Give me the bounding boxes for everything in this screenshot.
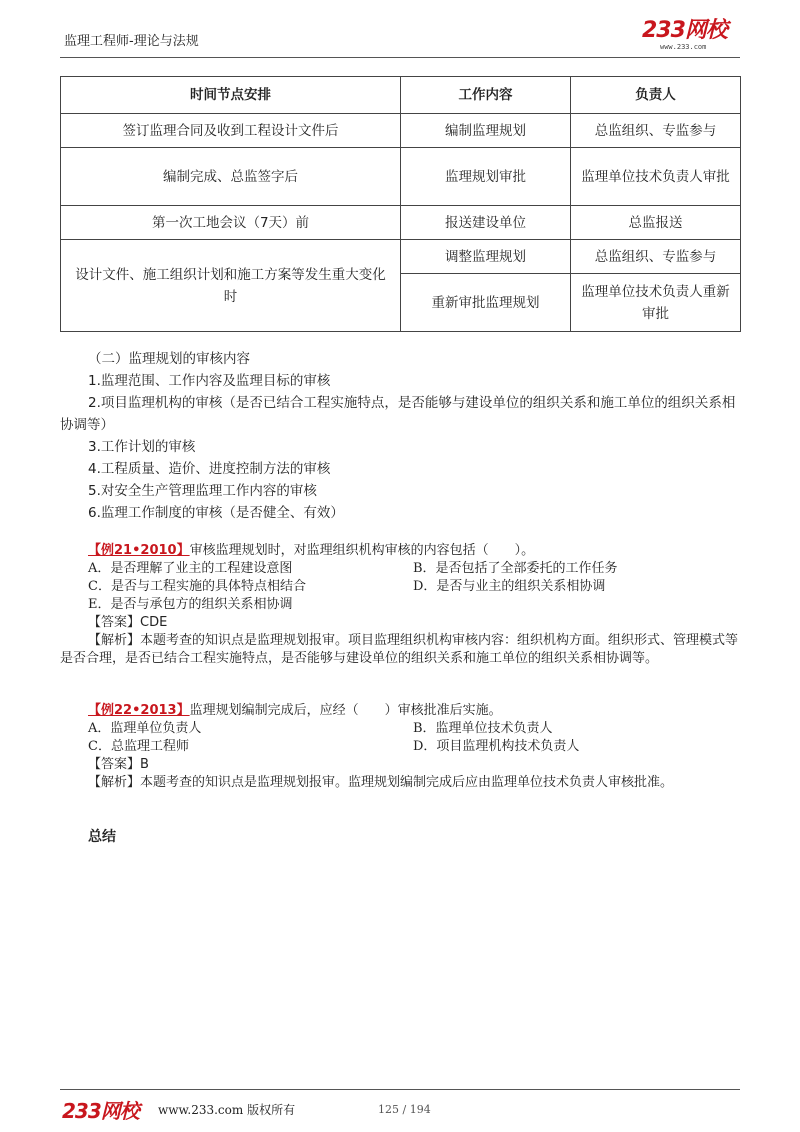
footer-logo: 233网校 [62,1099,139,1123]
table-cell-time: 编制完成、总监签字后 [61,148,401,206]
plan-schedule-table [60,76,741,332]
section-item: 1.监理范围、工作内容及监理目标的审核 [88,373,331,389]
table-cell-time: 设计文件、施工组织计划和施工方案等发生重大变化时 [61,240,401,332]
review-content-section [60,348,740,524]
option-b: B．是否包括了全部委托的工作任务 [413,561,618,576]
section-item: 5.对安全生产管理监理工作内容的审核 [88,483,317,499]
table-cell-time: 第一次工地会议（7天）前 [61,206,401,240]
brand-logo [642,19,738,53]
option-c: C．总监理工程师 [88,739,189,754]
page-number: 125 / 194 [378,1103,431,1116]
analysis-label: 【解析】 [88,633,141,648]
example-question-21 [60,542,740,668]
table-cell-owner: 总监报送 [571,206,741,240]
section-item: 4.工程质量、造价、进度控制方法的审核 [88,461,331,477]
table-header: 工作内容 [401,77,571,114]
header-rule [60,57,740,58]
example-tag: 【例22•2013】 [88,703,190,718]
table-header: 负责人 [571,77,741,114]
analysis-text: 本题考查的知识点是监理规划报审。监理规划编制完成后应由监理单位技术负责人审核批准。 [140,775,674,790]
table-cell-owner: 监理单位技术负责人重新审批 [571,274,741,332]
table-cell-work: 重新审批监理规划 [401,274,571,332]
option-b: B．监理单位技术负责人 [413,721,553,736]
answer-value: B [140,757,149,772]
option-e: E．是否与承包方的组织关系相协调 [88,597,293,612]
table-header-row [61,77,741,114]
table-cell-work: 监理规划审批 [401,148,571,206]
option-a: A．是否理解了业主的工程建设意图 [88,561,293,576]
table-row [61,114,741,148]
table-cell-work: 编制监理规划 [401,114,571,148]
option-c: C．是否与工程实施的具体特点相结合 [88,579,306,594]
summary-heading: 总结 [88,829,116,845]
table-row [61,240,741,274]
table-cell-owner: 监理单位技术负责人审批 [571,148,741,206]
answer-label: 【答案】 [88,615,141,630]
footer-rule [60,1089,740,1090]
table-cell-owner: 总监组织、专监参与 [571,240,741,274]
table-row [61,206,741,240]
answer-value: CDE [140,615,168,630]
example-question: 监理规划编制完成后，应经（ ）审核批准后实施。 [189,703,502,718]
section-item: 3.工作计划的审核 [88,439,196,455]
option-d: D．项目监理机构技术负责人 [413,739,580,754]
option-d: D．是否与业主的组织关系相协调 [413,579,606,594]
table-cell-work: 调整监理规划 [401,240,571,274]
analysis-text: 本题考查的知识点是监理规划报审。项目监理组织机构审核内容：组织机构方面。组织形式、管理模式等是否合理，是否已结合工程实施特点，是否能够与建设单位的组织关系和施工单位的组织关系相协调等。 [60,633,739,666]
analysis-label: 【解析】 [88,775,141,790]
table-header: 时间节点安排 [61,77,401,114]
example-tag: 【例21•2010】 [88,543,190,558]
table-cell-time: 签订监理合同及收到工程设计文件后 [61,114,401,148]
footer-copyright: www.233.com 版权所有 [158,1103,296,1117]
example-question-22 [60,702,740,792]
table-cell-owner: 总监组织、专监参与 [571,114,741,148]
running-header-title: 监理工程师-理论与法规 [64,34,199,49]
example-question: 审核监理规划时，对监理组织机构审核的内容包括（ ）。 [189,543,535,558]
table-row [61,148,741,206]
section-item: 6.监理工作制度的审核（是否健全、有效） [88,505,344,521]
logo-url: www.233.com [660,43,707,51]
option-a: A．监理单位负责人 [88,721,202,736]
section-title: （二）监理规划的审核内容 [88,351,250,367]
section-item: 2.项目监理机构的审核（是否已结合工程实施特点，是否能够与建设单位的组织关系和施工单位的组织关系相协调等） [60,395,736,433]
answer-label: 【答案】 [88,757,141,772]
table-cell-work: 报送建设单位 [401,206,571,240]
logo-mark: 233网校 [642,18,727,43]
